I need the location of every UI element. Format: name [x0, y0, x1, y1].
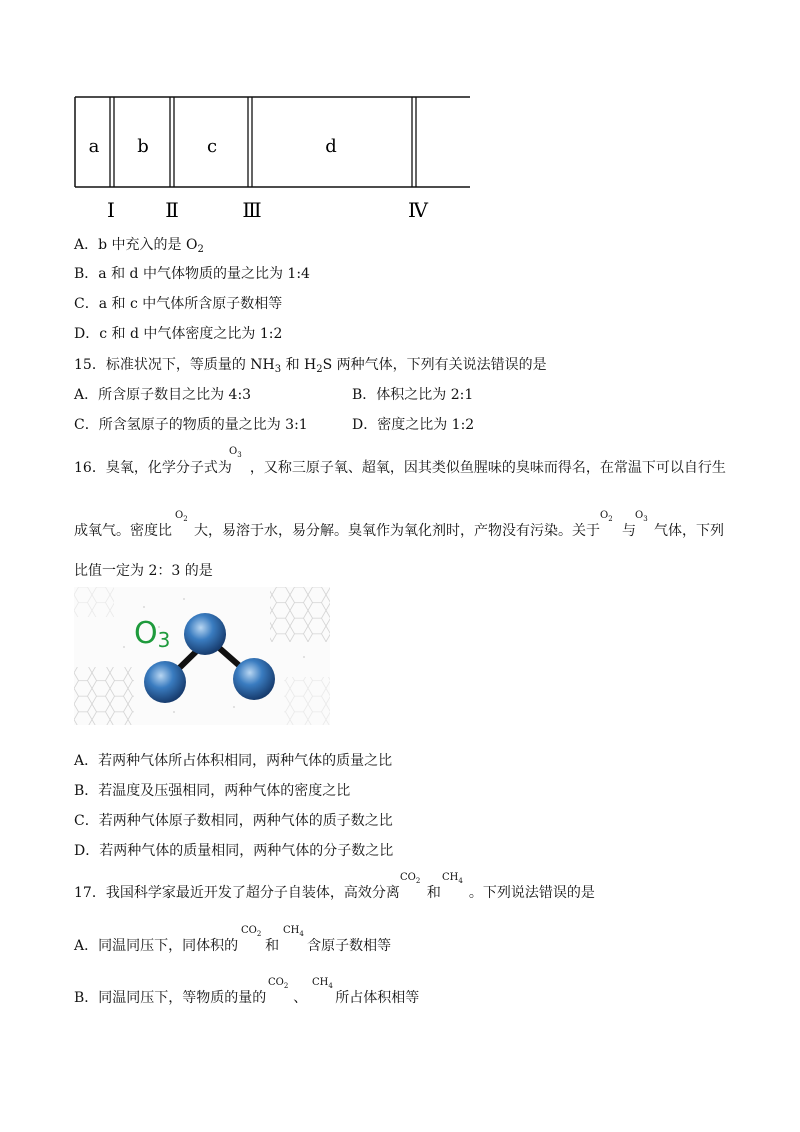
- q17-formula-ch4: $CH_4$: [442, 872, 463, 885]
- divider-3: [248, 97, 252, 187]
- q16-formula-o2-a: $O_2$: [175, 510, 188, 523]
- q14-option-d: D．c 和 d 中气体密度之比为 1:2: [74, 326, 283, 342]
- q15-option-b: B．体积之比为 2:1: [352, 387, 474, 403]
- q14-option-a: A．b 中充入的是 $O_2$: [74, 237, 204, 255]
- q16-line-3: 比值一定为 2：3 的是: [74, 563, 213, 579]
- q15-option-a: A．所含原子数目之比为 4:3: [74, 387, 252, 403]
- q16-formula-o3: $O_3$: [229, 446, 242, 459]
- q17-b-formula-co2: $CO_2$: [268, 977, 289, 990]
- q16-line-1: 16．臭氧，化学分子式为 ，又称三原子氧、超氧，因其类似鱼腥味的臭味而得名，在常温下可以自行生: [74, 460, 726, 476]
- atom-right: [233, 658, 275, 700]
- q17-option-b: B．同温同压下，等物质的量的 、 所占体积相等: [74, 990, 420, 1006]
- divider-label-3: Ⅲ: [242, 198, 262, 222]
- q17-formula-co2: $CO_2$: [400, 872, 421, 885]
- q14-option-c: C．a 和 c 中气体所含原子数相等: [74, 296, 283, 312]
- ozone-molecule-image: [74, 587, 330, 725]
- divider-label-1: Ⅰ: [107, 198, 115, 222]
- q17-b-formula-ch4: $CH_4$: [312, 977, 333, 990]
- q16-option-c: C．若两种气体原子数相同，两种气体的质子数之比: [74, 813, 393, 829]
- q16-line-2: 成氧气。密度比 大，易溶于水，易分解。臭氧作为氧化剂时，产物没有污染。关于 与 气体，下列: [74, 523, 724, 539]
- divider-4: [412, 97, 416, 187]
- divider-2: [170, 97, 174, 187]
- atom-center: [184, 613, 226, 655]
- q17-a-formula-co2: $CO_2$: [241, 925, 262, 938]
- q14-option-b: B．a 和 d 中气体物质的量之比为 1:4: [74, 266, 310, 282]
- q16-formula-o3-b: $O_3$: [635, 510, 648, 523]
- q15-stem: 15．标准状况下，等质量的 $NH_3$ 和 $H_2S$ 两种气体，下列有关说法错误的是: [74, 357, 547, 375]
- q16-formula-o2-b: $O_2$: [600, 510, 613, 523]
- q17-stem: 17．我国科学家最近开发了超分子自装体，高效分离 和 。下列说法错误的是: [74, 885, 595, 901]
- divider-label-4: Ⅳ: [408, 198, 428, 222]
- q15-option-d: D．密度之比为 1:2: [352, 417, 475, 433]
- divider-1: [110, 97, 114, 187]
- atom-left: [144, 661, 186, 703]
- ozone-label: O3: [134, 616, 171, 652]
- chamber-label-c: c: [206, 136, 218, 157]
- q15-option-c: C．所含氢原子的物质的量之比为 3:1: [74, 417, 308, 433]
- q16-option-a: A．若两种气体所占体积相同，两种气体的质量之比: [74, 753, 393, 769]
- divider-label-2: Ⅱ: [165, 198, 179, 222]
- chamber-label-b: b: [137, 136, 149, 157]
- q17-option-a: A．同温同压下，同体积的 和 含原子数相等: [74, 938, 392, 954]
- q16-option-d: D．若两种气体的质量相同，两种气体的分子数之比: [74, 843, 394, 859]
- q17-a-formula-ch4: $CH_4$: [283, 925, 304, 938]
- cylinder-diagram: [74, 96, 474, 226]
- chamber-label-d: d: [325, 136, 337, 157]
- chamber-label-a: a: [88, 136, 100, 157]
- q16-option-b: B．若温度及压强相同，两种气体的密度之比: [74, 783, 351, 799]
